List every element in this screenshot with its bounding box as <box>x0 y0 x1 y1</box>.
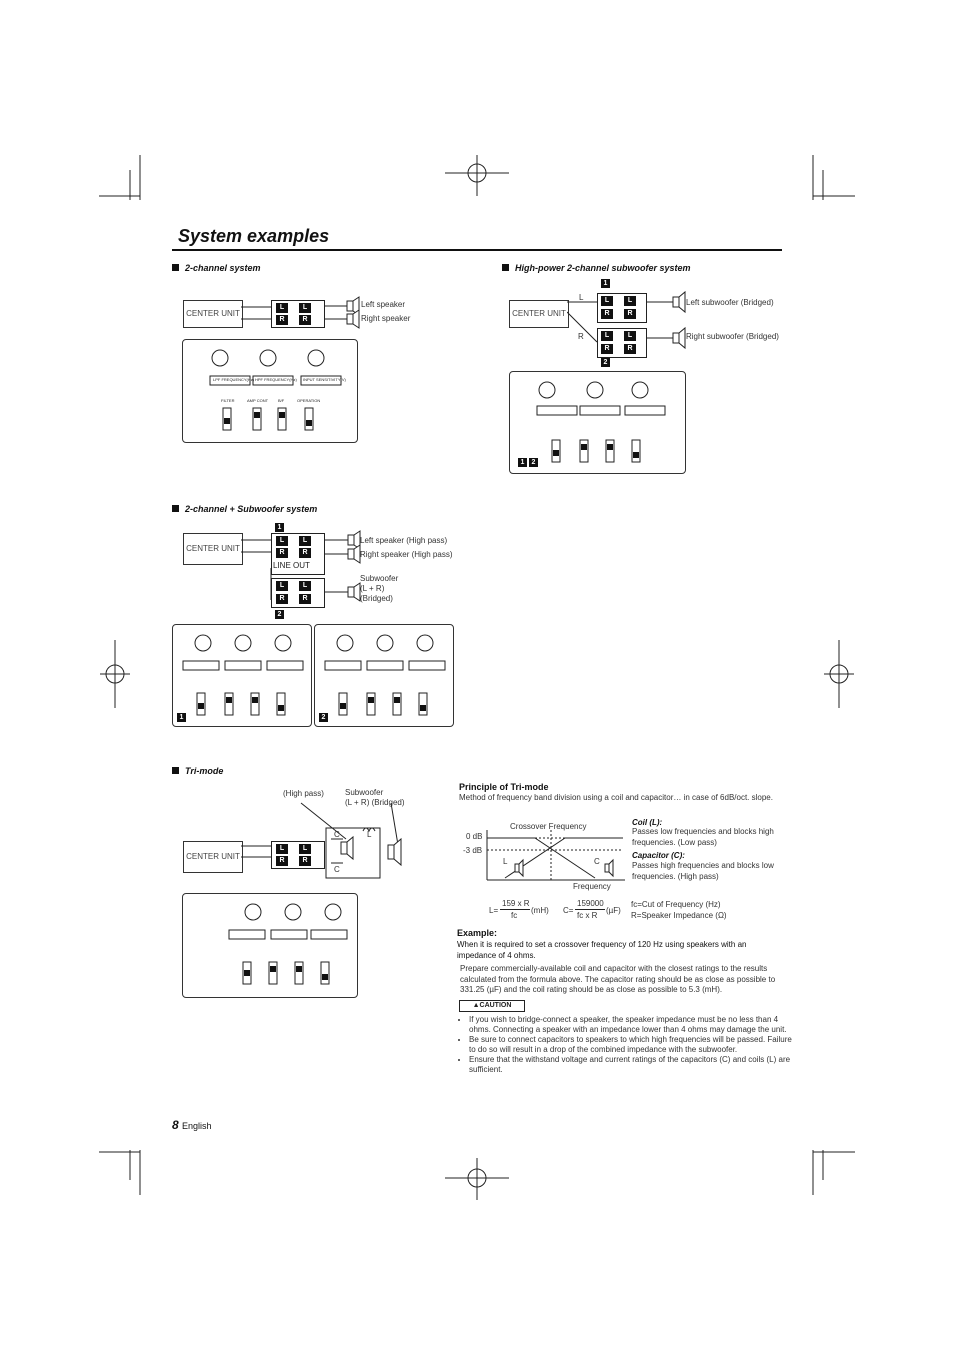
graph-capacitor-label: C <box>594 857 600 866</box>
formula-l-bar <box>500 909 530 910</box>
note-cutoff: fc=Cut of Frequency (Hz) <box>631 900 721 909</box>
section-heading-trimode: Tri-mode <box>172 766 223 776</box>
formula-c-bar <box>575 909 605 910</box>
amp-r-badge: R <box>601 309 613 319</box>
note-impedance: R=Speaker Impedance (Ω) <box>631 911 727 920</box>
subwoofer-bridged-label: (Bridged) <box>360 594 393 603</box>
amp-l-badge: L <box>276 303 288 313</box>
control-panel <box>182 339 358 443</box>
coil-heading: Coil (L): <box>632 818 663 827</box>
title-rule <box>172 249 782 251</box>
right-speaker-label: Right speaker <box>361 314 411 323</box>
principle-intro: Method of frequency band division using a coil and capacitor… in case of 6dB/oct. slope. <box>459 793 773 802</box>
subwoofer-label: Subwoofer <box>345 788 384 797</box>
amplifier-unit-1 <box>597 293 647 323</box>
input-label: INPUT SENSITIVITY(V) <box>303 377 346 382</box>
formula-c-unit: (µF) <box>606 906 621 915</box>
page-number: 8 <box>172 1118 179 1132</box>
db-0-label: 0 dB <box>466 832 483 841</box>
caution-list <box>459 1015 795 1075</box>
subwoofer-label: Subwoofer <box>360 574 399 583</box>
amp-r-badge: R <box>299 548 311 558</box>
example-lead: When it is required to set a crossover frequency of 120 Hz using speakers with an impedance of 4 ohms. <box>457 940 747 960</box>
amp-r-badge: R <box>276 315 288 325</box>
example-heading: Example: <box>457 928 498 938</box>
control-panel <box>182 893 358 998</box>
caution-label: CAUTION <box>479 1002 512 1009</box>
r-channel-label: R <box>578 332 584 341</box>
graph-title: Crossover Frequency <box>510 822 587 831</box>
right-subwoofer-label: Right subwoofer (Bridged) <box>686 332 779 341</box>
crossover-graph <box>485 830 625 882</box>
capacitor-text: Passes high frequencies and blocks low frequencies. (High pass) <box>632 861 774 881</box>
amp-r-badge: R <box>299 315 311 325</box>
control-panel-1 <box>172 624 312 727</box>
bf-label: B/F <box>278 398 285 403</box>
caution-badge <box>459 1000 525 1012</box>
panel-drawing <box>183 894 357 997</box>
control-panel-2 <box>314 624 454 727</box>
line-out-label: LINE OUT <box>273 561 310 570</box>
list-item: • Be sure to connect capacitors to speakers to which high frequencies will be passed. Failure to do so will result in a drop of the combined impedance with the subwoofer. <box>469 1035 795 1055</box>
hpf-label: HPF FREQUENCY(Hz) <box>255 377 297 382</box>
amp-r-badge: R <box>299 594 311 604</box>
unit-number-1: 1 <box>275 523 284 532</box>
amp-l-badge: L <box>276 536 288 546</box>
amplifier-unit-2 <box>271 578 325 608</box>
amp-l-badge: L <box>601 331 613 341</box>
amp-r-badge: R <box>624 344 636 354</box>
capacitor-c-label: C <box>334 865 340 874</box>
amp-l-badge: L <box>601 296 613 306</box>
amplifier-unit-2 <box>597 328 647 358</box>
unit-number-1: 1 <box>601 279 610 288</box>
coil-l-label: L <box>367 830 372 839</box>
panel-drawing <box>315 625 453 726</box>
subwoofer-lr-label: (L + R) <box>360 584 385 593</box>
amp-l-badge: L <box>624 296 636 306</box>
amp-r-badge: R <box>276 856 288 866</box>
section-heading-highpower: High-power 2-channel subwoofer system <box>502 263 691 273</box>
unit-number-1: 1 <box>177 713 186 722</box>
formula-l-unit: (mH) <box>531 906 549 915</box>
coil-text: Passes low frequencies and blocks high frequencies. (Low pass) <box>632 827 774 847</box>
l-channel-label: L <box>579 293 584 302</box>
amp-l-badge: L <box>299 303 311 313</box>
center-unit-box: CENTER UNIT <box>509 300 569 328</box>
left-speaker-hp-label: Left speaker (High pass) <box>360 536 448 545</box>
amp-r-badge: R <box>601 344 613 354</box>
left-subwoofer-label: Left subwoofer (Bridged) <box>686 298 774 307</box>
amp-l-badge: L <box>276 844 288 854</box>
formula-l-denominator: fc <box>511 911 518 920</box>
amp-l-badge: L <box>299 844 311 854</box>
amp-r-badge: R <box>276 594 288 604</box>
amplifier-unit-1 <box>271 533 325 575</box>
db-3-label: -3 dB <box>463 846 483 855</box>
principle-heading: Principle of Tri-mode <box>459 782 549 792</box>
formula-c-numerator: 159000 <box>577 899 604 908</box>
filter-label: FILTER <box>221 398 235 403</box>
center-unit-box: CENTER UNIT <box>183 533 243 565</box>
lpf-label: LPF FREQUENCY(Hz) <box>213 377 255 382</box>
page-title: System examples <box>178 226 330 246</box>
unit-number-2: 2 <box>529 458 538 467</box>
subwoofer-lr-bridged-label: (L + R) (Bridged) <box>345 798 405 807</box>
amp-r-badge: R <box>276 548 288 558</box>
control-panel <box>509 371 686 474</box>
amp-r-badge: R <box>624 309 636 319</box>
page-footer <box>172 1118 212 1132</box>
language-label: English <box>182 1121 212 1131</box>
high-pass-label: (High pass) <box>283 789 324 798</box>
list-item: • If you wish to bridge-connect a speaker, the speaker impedance must be no less than 4 ohms. Connecting a speaker with an impedance lower than 4 ohms may damage the unit. <box>469 1015 795 1035</box>
capacitor-c-label: C <box>334 830 340 839</box>
center-unit-box: CENTER UNIT <box>183 841 243 873</box>
formula-l-numerator: 159 x R <box>502 899 530 908</box>
left-speaker-label: Left speaker <box>361 300 406 309</box>
formula-c-prefix: C= <box>563 906 574 915</box>
frequency-label: Frequency <box>573 882 611 891</box>
capacitor-heading: Capacitor (C): <box>632 851 685 860</box>
amp-l-badge: L <box>299 536 311 546</box>
warning-icon: ▲ <box>472 1002 480 1009</box>
right-speaker-hp-label: Right speaker (High pass) <box>360 550 453 559</box>
amp-l-badge: L <box>299 581 311 591</box>
section-heading-2ch-sub: 2-channel + Subwoofer system <box>172 504 317 514</box>
amp-r-badge: R <box>299 856 311 866</box>
center-unit-box: CENTER UNIT <box>183 300 243 328</box>
panel-drawing <box>173 625 311 726</box>
section-heading-2ch: 2-channel system <box>172 263 261 273</box>
amp-l-badge: L <box>276 581 288 591</box>
formula-c-denominator: fc x R <box>577 911 598 920</box>
amplifier-unit <box>271 841 325 869</box>
unit-number-2: 2 <box>275 610 284 619</box>
amp-l-badge: L <box>624 331 636 341</box>
panel-drawing <box>183 340 357 442</box>
unit-number-1: 1 <box>518 458 527 467</box>
amplifier-unit <box>271 300 325 328</box>
unit-number-2: 2 <box>601 358 610 367</box>
unit-number-2: 2 <box>319 713 328 722</box>
operation-label: OPERATION <box>297 398 321 403</box>
example-text: Prepare commercially-available coil and capacitor with the closest ratings to the results calculated from the formula above. The capacitor rating should be as close as possible to 331.25 (µF) and the coil rating should be as close as possible to 5.3 (mH). <box>460 964 776 994</box>
amp-cont-label: AMP CONT <box>247 398 269 403</box>
list-item: • Ensure that the withstand voltage and current ratings of the capacitors (C) and coils (L) are sufficient. <box>469 1055 795 1075</box>
graph-coil-label: L <box>503 857 508 866</box>
formula-l-prefix: L= <box>489 906 499 915</box>
